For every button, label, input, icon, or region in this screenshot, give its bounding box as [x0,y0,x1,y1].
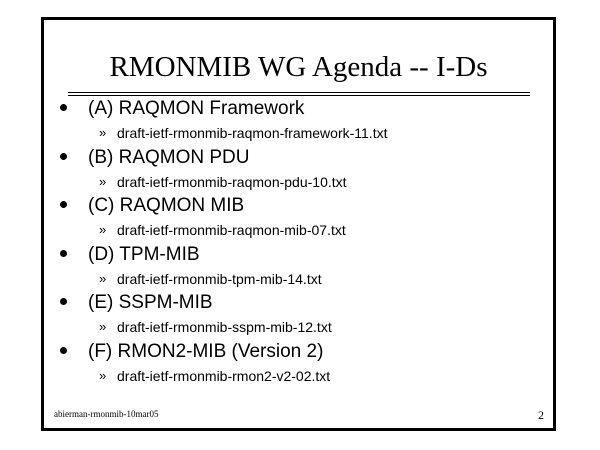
sub-bullet-icon: » [99,367,107,383]
agenda-item-label: (F) RMON2-MIB (Version 2) [88,340,324,362]
bullet-icon [60,153,67,160]
agenda-item [44,147,553,195]
draft-filename: draft-ietf-rmonmib-raqmon-pdu-10.txt [117,173,347,190]
bullet-icon [60,250,67,257]
draft-filename: draft-ietf-rmonmib-raqmon-mib-07.txt [117,222,346,238]
agenda-item [44,292,553,340]
draft-filename: draft-ietf-rmonmib-sspm-mib-12.txt [117,319,332,335]
agenda-item-label: (B) RAQMON PDU [88,146,250,168]
agenda-item-label: (C) RAQMON MIB [88,195,245,216]
bullet-icon [60,298,67,305]
agenda-item-label: (A) RAQMON Framework [88,98,305,119]
page-number: 2 [538,408,544,422]
slide-title: RMONMIB WG Agenda -- I-Ds [109,51,488,83]
draft-filename: draft-ietf-rmonmib-raqmon-framework-11.txt [117,125,388,141]
agenda-item [44,341,553,389]
agenda-item [44,244,553,292]
bullet-icon [60,347,67,354]
agenda-item [44,98,553,146]
title-divider-bottom [68,95,530,96]
sub-bullet-icon: » [99,125,107,140]
sub-bullet-icon: » [99,222,107,237]
sub-bullet-icon: » [99,270,107,286]
agenda-item-label: (D) TPM-MIB [88,243,200,265]
bullet-icon [60,201,67,208]
sub-bullet-icon: » [99,173,107,189]
agenda-item-label: (E) SSPM-MIB [88,292,213,313]
agenda-item [44,195,553,243]
slide-frame [41,17,556,431]
title-divider-top [68,92,530,93]
bullet-icon [60,104,67,111]
draft-filename: draft-ietf-rmonmib-tpm-mib-14.txt [117,270,322,287]
draft-filename: draft-ietf-rmonmib-rmon2-v2-02.txt [117,367,331,384]
sub-bullet-icon: » [99,319,107,334]
footer-source-label: abierman-rmonmib-10mar05 [54,409,159,419]
